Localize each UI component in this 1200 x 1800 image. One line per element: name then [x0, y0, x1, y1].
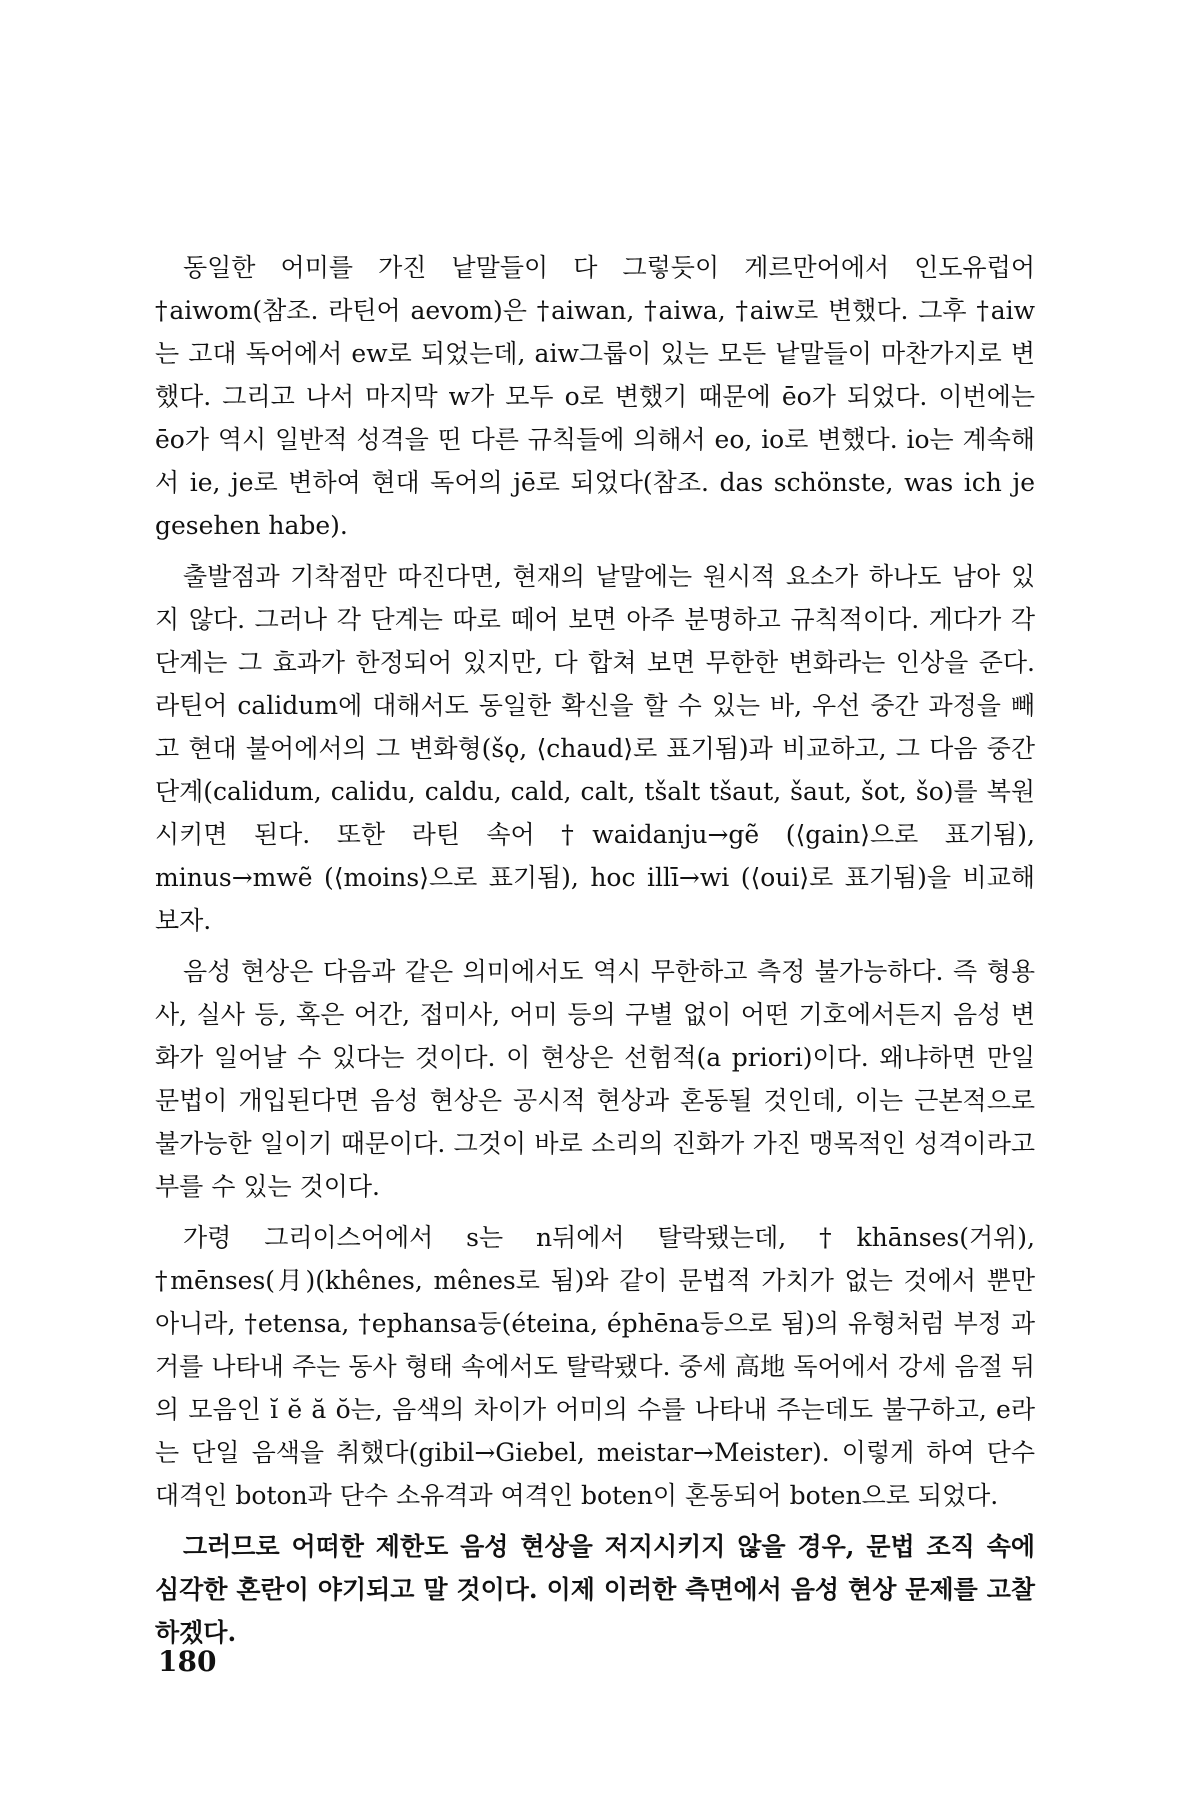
- paragraph-1: 동일한 어미를 가진 낱말들이 다 그렇듯이 게르만어에서 인도유럽어 †aiwom(참조. 라틴어 aevom)은 †aiwan, †aiwa, †aiw로 변했다. 그후 †aiw는 고대 독어에서 ew로 되었는데, aiw그룹이 있는 모든 낱말들이 마찬가지로 변했다. 그리고 나서 마지막 w가 모두 o로 변했기 때문에 ēo가 되었다. 이번에는 ēo가 역시 일반적 성격을 띤 다른 규칙들에 의해서 eo, io로 변했다. io는 계속해서 ie, je로 변하여 현대 독어의 jē로 되었다(참조. das schönste, was ich je gesehen habe).: [155, 253, 1035, 540]
- paragraph-3: 음성 현상은 다음과 같은 의미에서도 역시 무한하고 측정 불가능하다. 즉 형용사, 실사 등, 혹은 어간, 접미사, 어미 등의 구별 없이 어떤 기호에서든지 음성 변화가 일어날 수 있다는 것이다. 이 현상은 선험적(a priori)이다. 왜냐하면 만일 문법이 개입된다면 음성 현상은 공시적 현상과 혼동될 것인데, 이는 근본적으로 불가능한 일이기 때문이다. 그것이 바로 소리의 진화가 가진 맹목적인 성격이라고 부를 수 있는 것이다.: [155, 957, 1035, 1201]
- body-text: [155, 246, 1035, 1662]
- paragraph-5: 그러므로 어떠한 제한도 음성 현상을 저지시키지 않을 경우, 문법 조직 속에 심각한 혼란이 야기되고 말 것이다. 이제 이러한 측면에서 음성 현상 문제를 고찰하겠다.: [155, 1532, 1035, 1647]
- paragraph-2: 출발점과 기착점만 따진다면, 현재의 낱말에는 원시적 요소가 하나도 남아 있지 않다. 그러나 각 단계는 따로 떼어 보면 아주 분명하고 규칙적이다. 게다가 각 단계는 그 효과가 한정되어 있지만, 다 합쳐 보면 무한한 변화라는 인상을 준다. 라틴어 calidum에 대해서도 동일한 확신을 할 수 있는 바, 우선 중간 과정을 빼고 현대 불어에서의 그 변화형(šǫ, ⟨chaud⟩로 표기됨)과 비교하고, 그 다음 중간 단계(calidum, calidu, caldu, cald, calt, tšalt tšaut, šaut, šot, šo)를 복원시키면 된다. 또한 라틴 속어 †waidanju→gẽ (⟨gain⟩으로 표기됨), minus→mwẽ (⟨moins⟩으로 표기됨), hoc illī→wi (⟨oui⟩로 표기됨)을 비교해 보자.: [155, 562, 1035, 935]
- page-number: 180: [158, 1645, 217, 1678]
- paragraph-4: 가령 그리이스어에서 s는 n뒤에서 탈락됐는데, †khānses(거위), †mēnses(月)(khênes, mênes로 됨)와 같이 문법적 가치가 없는 것에서 뿐만 아니라, †etensa, †ephansa등(éteina, éphēna등으로 됨)의 유형처럼 부정 과거를 나타내 주는 동사 형태 속에서도 탈락됐다. 중세 高地 독어에서 강세 음절 뒤의 모음인 ĭ ĕ ă ŏ는, 음색의 차이가 어미의 수를 나타내 주는데도 불구하고, e라는 단일 음색을 취했다(gibil→Giebel, meistar→Meister). 이렇게 하여 단수 대격인 boton과 단수 소유격과 여격인 boten이 혼동되어 boten으로 되었다.: [155, 1223, 1035, 1510]
